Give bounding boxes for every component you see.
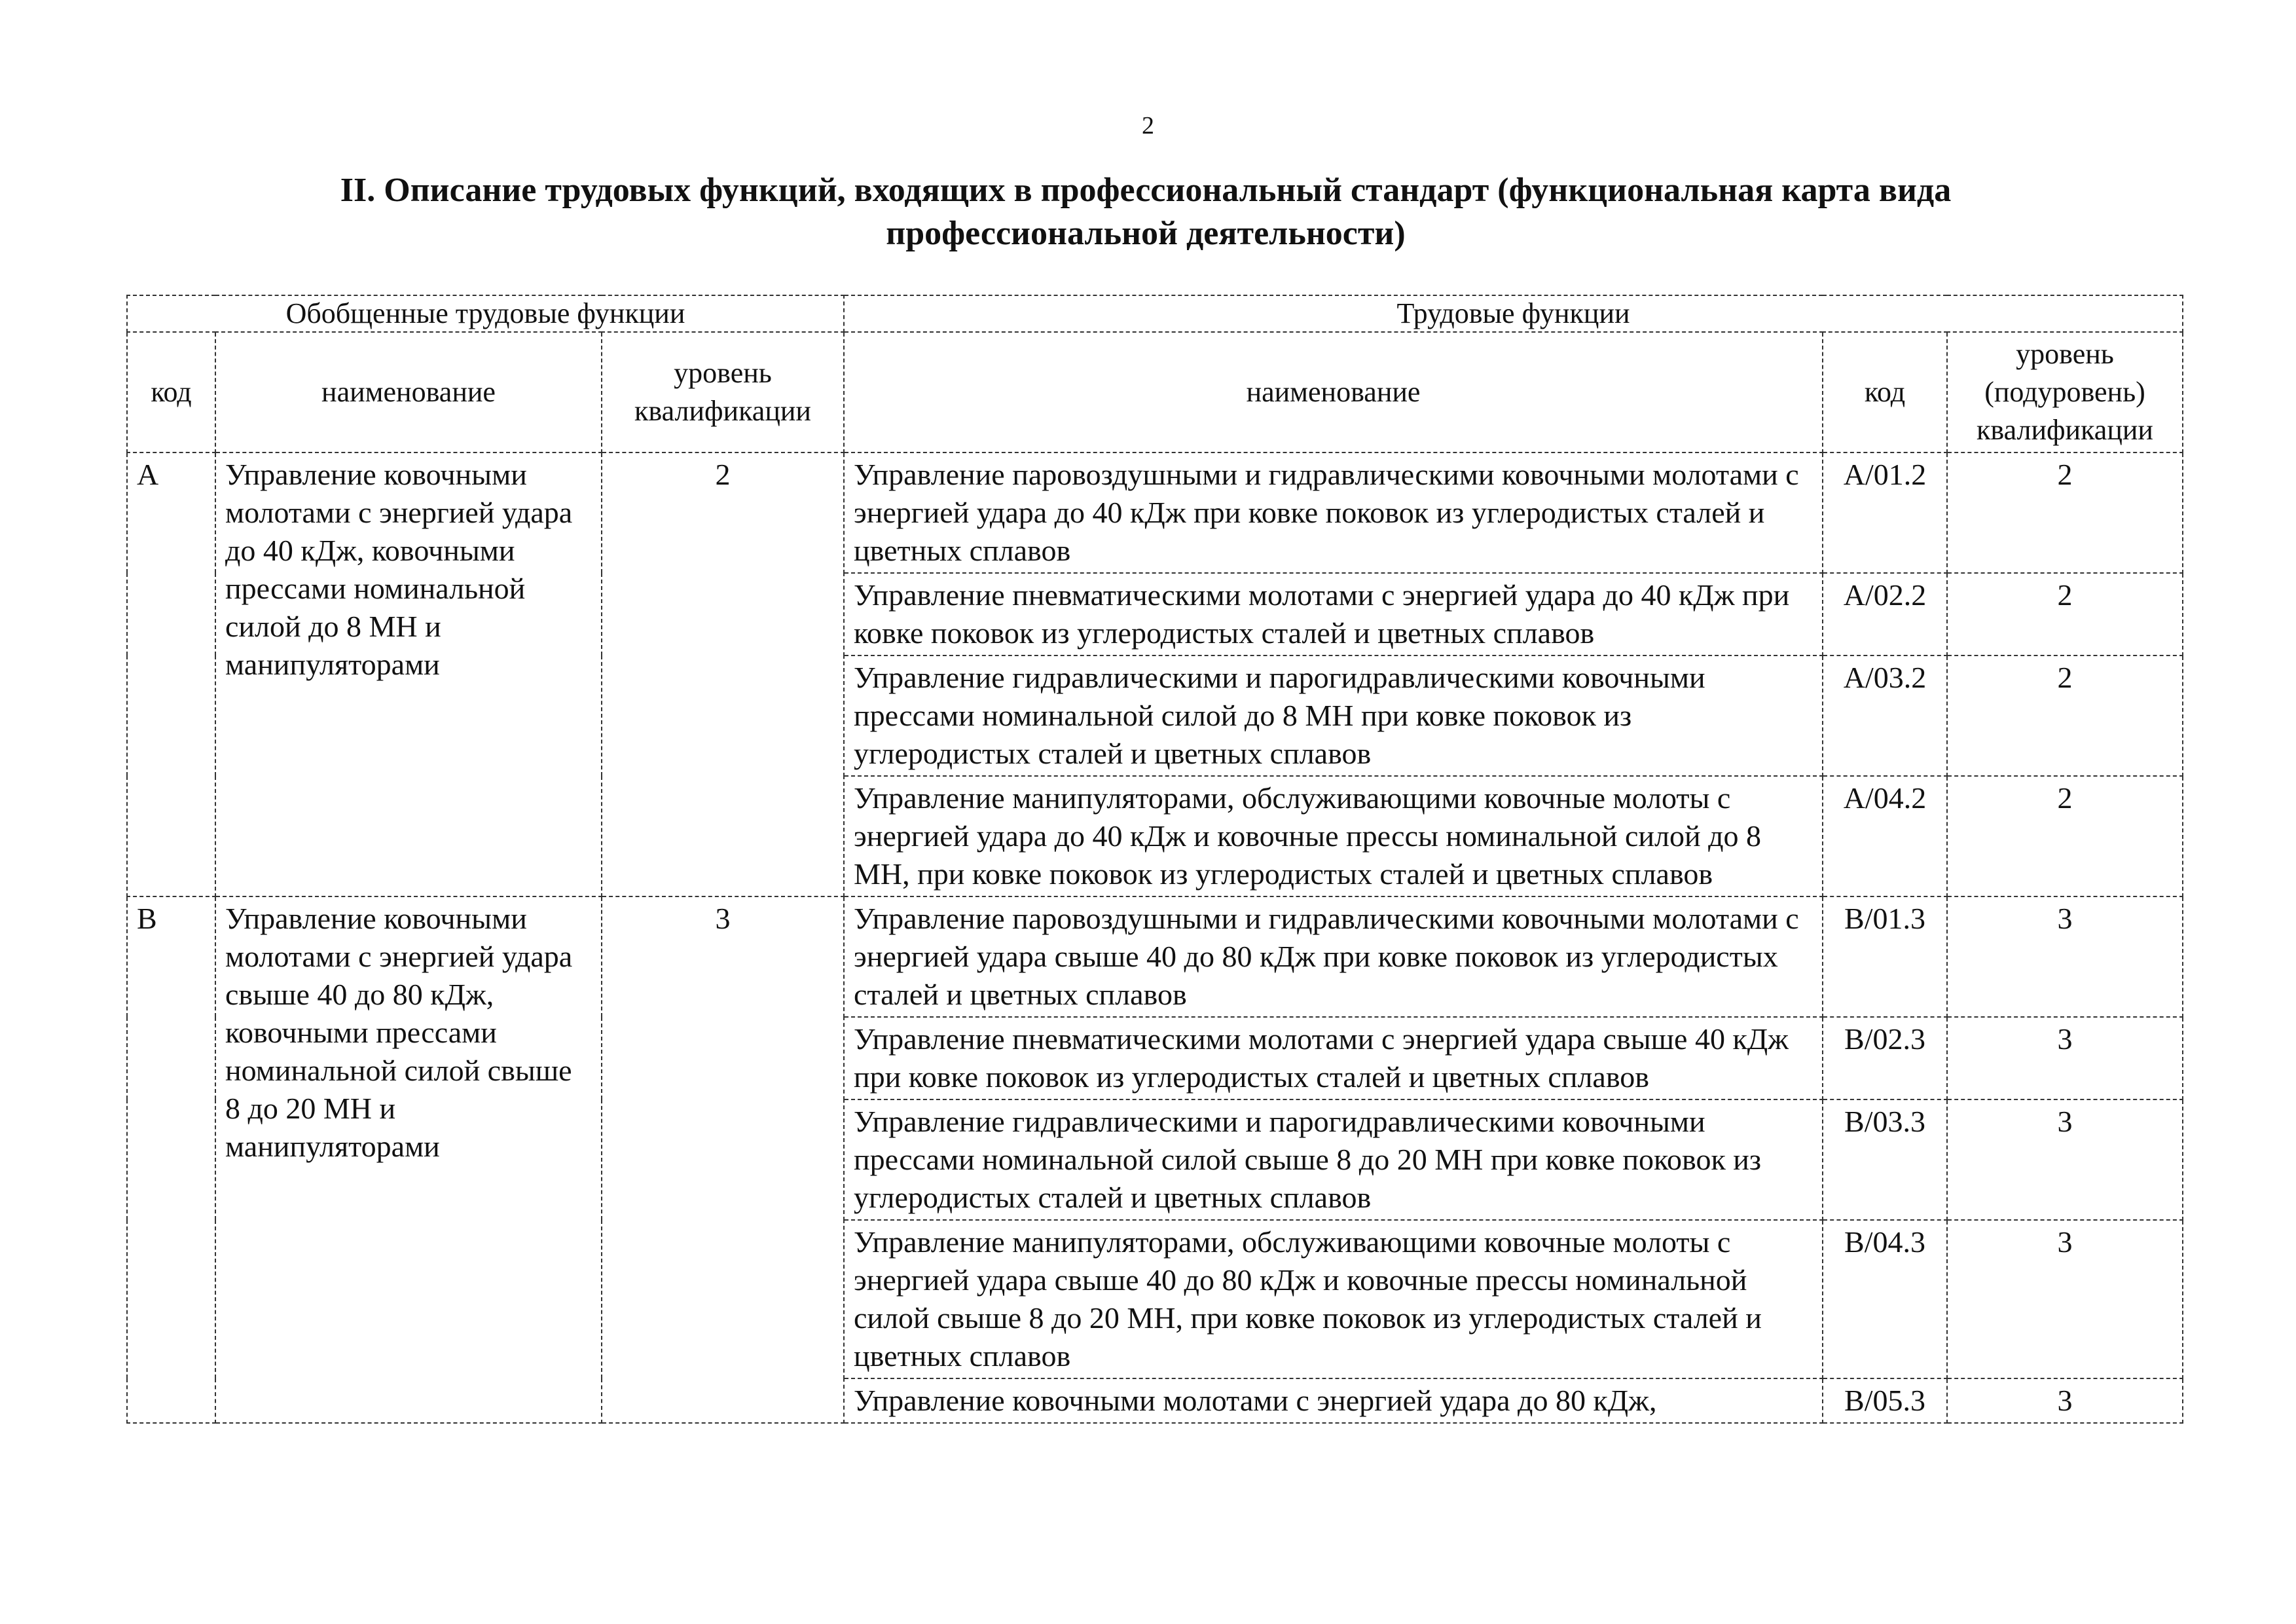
function-code: A/01.2 bbox=[1823, 452, 1947, 573]
function-code: A/04.2 bbox=[1823, 776, 1947, 896]
function-code: B/02.3 bbox=[1823, 1017, 1947, 1099]
function-name: Управление пневматическими молотами с энергией удара свыше 40 кДж при ковке поковок из углеродистых сталей и цветных сплавов bbox=[844, 1017, 1823, 1099]
column-header-row bbox=[127, 332, 2183, 452]
column-header-tf-level: уровень (подуровень) квалификации bbox=[1947, 332, 2183, 452]
function-level: 3 bbox=[1947, 1099, 2183, 1220]
column-header-tf-code: код bbox=[1823, 332, 1947, 452]
function-code: A/02.2 bbox=[1823, 573, 1947, 655]
labor-functions-header: Трудовые функции bbox=[844, 295, 2183, 332]
group-level: 3 bbox=[602, 896, 844, 1423]
group-level: 2 bbox=[602, 452, 844, 896]
function-code: B/04.3 bbox=[1823, 1220, 1947, 1378]
function-name: Управление ковочными молотами с энергией удара до 80 кДж, bbox=[844, 1378, 1823, 1423]
function-name: Управление манипуляторами, обслуживающими ковочные молоты с энергией удара свыше 40 до 80 кДж и ковочные прессы номинальной силой свыше 8 до 20 МН, при ковке поковок из углеродистых сталей и цветных сплавов bbox=[844, 1220, 1823, 1378]
generalized-functions-header: Обобщенные трудовые функции bbox=[127, 295, 844, 332]
function-code: B/01.3 bbox=[1823, 896, 1947, 1017]
table-row bbox=[127, 452, 2183, 573]
column-header-tf-name: наименование bbox=[844, 332, 1823, 452]
function-level: 2 bbox=[1947, 452, 2183, 573]
function-name: Управление паровоздушными и гидравлическими ковочными молотами с энергией удара свыше 40 до 80 кДж при ковке поковок из углеродистых сталей и цветных сплавов bbox=[844, 896, 1823, 1017]
group-name: Управление ковочными молотами с энергией удара свыше 40 до 80 кДж, ковочными прессами номинальной силой свыше 8 до 20 МН и манипуляторами bbox=[215, 896, 602, 1423]
function-level: 3 bbox=[1947, 1017, 2183, 1099]
function-level: 2 bbox=[1947, 776, 2183, 896]
function-name: Управление гидравлическими и парогидравлическими ковочными прессами номинальной силой свыше 8 до 20 МН при ковке поковок из углеродистых сталей и цветных сплавов bbox=[844, 1099, 1823, 1220]
page-title: II. Описание трудовых функций, входящих в профессиональный стандарт (функциональная карта вида профессиональной деятельности) bbox=[340, 172, 1952, 252]
function-level: 3 bbox=[1947, 896, 2183, 1017]
page-number: 2 bbox=[1142, 112, 1154, 139]
group-code: B bbox=[127, 896, 215, 1423]
table-row bbox=[127, 896, 2183, 1017]
group-code: A bbox=[127, 452, 215, 896]
group-header-row bbox=[127, 295, 2183, 332]
function-level: 3 bbox=[1947, 1378, 2183, 1423]
column-header-qual-level: уровень квалификации bbox=[602, 332, 844, 452]
function-name: Управление гидравлическими и парогидравлическими ковочными прессами номинальной силой до 8 МН при ковке поковок из углеродистых сталей и цветных сплавов bbox=[844, 655, 1823, 776]
function-name: Управление паровоздушными и гидравлическими ковочными молотами с энергией удара до 40 кДж при ковке поковок из углеродистых сталей и цветных сплавов bbox=[844, 452, 1823, 573]
column-header-name: наименование bbox=[215, 332, 602, 452]
functional-map-table bbox=[126, 295, 2183, 1424]
function-code: B/05.3 bbox=[1823, 1378, 1947, 1423]
function-name: Управление манипуляторами, обслуживающими ковочные молоты с энергией удара до 40 кДж и ковочные прессы номинальной силой до 8 МН, при ковке поковок из углеродистых сталей и цветных сплавов bbox=[844, 776, 1823, 896]
function-name: Управление пневматическими молотами с энергией удара до 40 кДж при ковке поковок из углеродистых сталей и цветных сплавов bbox=[844, 573, 1823, 655]
function-code: B/03.3 bbox=[1823, 1099, 1947, 1220]
group-name: Управление ковочными молотами с энергией удара до 40 кДж, ковочными прессами номинальной силой до 8 МН и манипуляторами bbox=[215, 452, 602, 896]
function-level: 2 bbox=[1947, 573, 2183, 655]
function-code: A/03.2 bbox=[1823, 655, 1947, 776]
function-level: 2 bbox=[1947, 655, 2183, 776]
function-level: 3 bbox=[1947, 1220, 2183, 1378]
column-header-code: код bbox=[127, 332, 215, 452]
